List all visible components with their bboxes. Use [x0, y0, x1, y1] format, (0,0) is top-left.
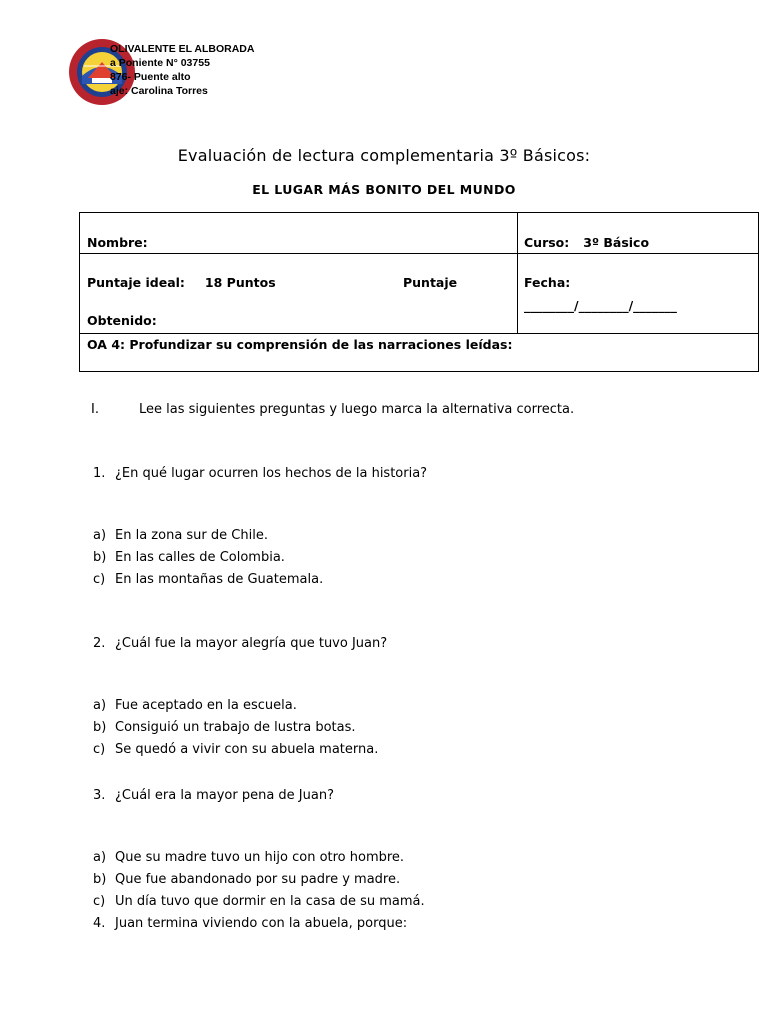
option-text: En las montañas de Guatemala.: [115, 572, 324, 587]
option-3a[interactable]: [93, 850, 404, 865]
curso-value: 3º Básico: [583, 235, 650, 250]
option-letter: b): [93, 872, 107, 887]
page-subtitle: EL LUGAR MÁS BONITO DEL MUNDO: [252, 182, 516, 197]
question-text: Juan termina viviendo con la abuela, porque:: [115, 916, 408, 931]
table-divider-row-2: [80, 333, 758, 334]
option-letter: c): [93, 572, 106, 587]
option-letter: b): [93, 550, 107, 565]
section-number: I.: [91, 402, 99, 417]
puntaje-obtenido-label-1: Puntaje: [403, 275, 458, 290]
table-divider-vertical: [517, 213, 518, 333]
page-title: Evaluación de lectura complementaria 3º Básicos:: [177, 146, 591, 165]
school-header: [110, 42, 254, 98]
puntaje-ideal-field: [87, 275, 276, 290]
option-letter: c): [93, 894, 106, 909]
question-text: ¿Cuál era la mayor pena de Juan?: [115, 788, 334, 803]
question-text: ¿En qué lugar ocurren los hechos de la historia?: [115, 466, 428, 481]
option-letter: a): [93, 850, 107, 865]
curso-field: [524, 235, 649, 250]
puntaje-ideal-value: 18 Puntos: [204, 275, 276, 290]
student-info-table: [79, 212, 759, 372]
fecha-label: Fecha:: [524, 275, 571, 290]
option-1a[interactable]: [93, 528, 268, 543]
option-text: Consiguió un trabajo de lustra botas.: [115, 720, 356, 735]
option-letter: a): [93, 528, 107, 543]
question-number: 2.: [93, 636, 106, 651]
option-letter: a): [93, 698, 107, 713]
question-2: [93, 636, 387, 651]
fecha-blank[interactable]: ________/________/_______: [524, 298, 677, 313]
section-instruction: [91, 402, 574, 417]
school-line-3: 876- Puente alto: [110, 71, 191, 83]
option-letter: c): [93, 742, 106, 757]
question-3: [93, 788, 334, 803]
option-1c[interactable]: [93, 572, 323, 587]
option-3c[interactable]: [93, 894, 425, 909]
nombre-field[interactable]: [87, 235, 148, 250]
option-text: Que su madre tuvo un hijo con otro hombre.: [115, 850, 405, 865]
puntaje-ideal-label: Puntaje ideal:: [87, 275, 185, 290]
option-2c[interactable]: [93, 742, 378, 757]
school-line-4: aje: Carolina Torres: [110, 85, 208, 97]
option-1b[interactable]: [93, 550, 285, 565]
question-number: 1.: [93, 466, 106, 481]
option-text: En la zona sur de Chile.: [115, 528, 268, 543]
question-number: 4.: [93, 916, 106, 931]
option-3b[interactable]: [93, 872, 400, 887]
option-2a[interactable]: [93, 698, 297, 713]
question-text: ¿Cuál fue la mayor alegría que tuvo Juan?: [115, 636, 388, 651]
objetivo-aprendizaje: OA 4: Profundizar su comprensión de las narraciones leídas:: [87, 337, 513, 352]
table-divider-row-1: [80, 253, 758, 254]
option-text: En las calles de Colombia.: [115, 550, 285, 565]
curso-label: Curso:: [524, 235, 570, 250]
section-text: Lee las siguientes preguntas y luego marca la alternativa correcta.: [139, 402, 575, 417]
school-line-2: a Poniente N° 03755: [110, 57, 210, 69]
question-1: [93, 466, 427, 481]
option-text: Que fue abandonado por su padre y madre.: [115, 872, 401, 887]
option-text: Fue aceptado en la escuela.: [115, 698, 297, 713]
question-4: [93, 916, 407, 931]
question-number: 3.: [93, 788, 106, 803]
option-2b[interactable]: [93, 720, 356, 735]
option-text: Un día tuvo que dormir en la casa de su mamá.: [115, 894, 425, 909]
nombre-label: Nombre:: [87, 235, 148, 250]
option-text: Se quedó a vivir con su abuela materna.: [115, 742, 379, 757]
school-line-1: OLIVALENTE EL ALBORADA: [110, 43, 255, 55]
puntaje-obtenido-label-2[interactable]: Obtenido:: [87, 313, 157, 328]
option-letter: b): [93, 720, 107, 735]
